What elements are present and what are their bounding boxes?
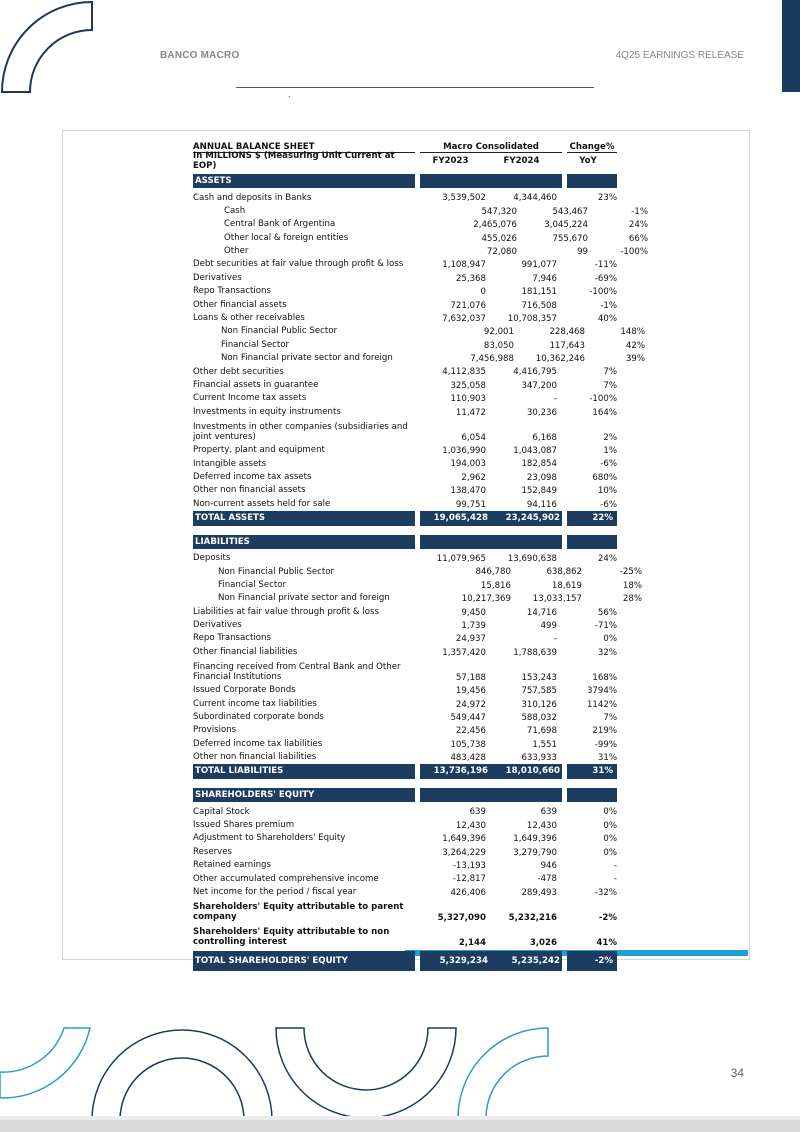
equity-label: Issued Shares premium (193, 819, 295, 830)
balance-sheet-table (193, 140, 648, 971)
asset-row (193, 443, 617, 456)
asset-fy2024: 716,508 (521, 300, 557, 311)
bottom-band (0, 1120, 800, 1132)
asset-row (193, 190, 617, 203)
equity-fy2024: -478 (537, 874, 557, 885)
liability-yoy: 28% (622, 594, 642, 605)
total-liabilities-fy2024: 18,010,660 (490, 764, 562, 779)
asset-fy2024: 99 (577, 246, 588, 257)
asset-yoy: 42% (625, 340, 645, 351)
equity-label: Capital Stock (193, 806, 250, 817)
liability-fy2024: 1,788,639 (513, 647, 557, 658)
asset-row (193, 483, 617, 496)
asset-yoy: -1% (631, 206, 648, 217)
asset-label: Current Income tax assets (193, 393, 307, 404)
asset-fy2023: 194,003 (450, 459, 486, 470)
liability-fy2023: 483,428 (450, 753, 486, 764)
equity-fy2024: 289,493 (521, 887, 557, 898)
header-rule (236, 87, 594, 88)
asset-row (193, 311, 617, 324)
table-title: ANNUAL BALANCE SHEET (193, 142, 415, 153)
liability-row (193, 631, 617, 644)
asset-yoy: -100% (589, 287, 617, 298)
asset-fy2024: 755,670 (552, 233, 588, 244)
asset-yoy: 39% (625, 354, 645, 365)
equity-label: Retained earnings (193, 860, 271, 871)
asset-fy2024: 347,200 (521, 380, 557, 391)
asset-row (193, 217, 648, 231)
asset-fy2024: 10,362,246 (535, 354, 585, 365)
asset-fy2024: 4,416,795 (513, 367, 557, 378)
total-assets-label: TOTAL ASSETS (193, 511, 415, 526)
equity-row (193, 817, 617, 830)
asset-fy2023: 547,320 (481, 206, 517, 217)
asset-label: Derivatives (193, 272, 242, 283)
equity-yoy: 0% (603, 820, 617, 831)
liability-fy2023: 57,188 (455, 672, 486, 683)
equity-fy2023: 2,144 (458, 937, 486, 948)
liability-fy2024: 13,690,638 (507, 553, 557, 564)
liability-fy2024: 638,862 (546, 567, 582, 578)
liability-row (193, 696, 617, 709)
asset-fy2023: 7,632,037 (442, 313, 486, 324)
asset-fy2024: 228,468 (549, 327, 585, 338)
asset-fy2023: 92,001 (483, 327, 514, 338)
equity-fy2023: 12,430 (455, 820, 486, 831)
total-liabilities-fy2023: 13,736,196 (420, 764, 490, 779)
liability-label: Non Financial Public Sector (218, 566, 335, 577)
equity-label: Reserves (193, 846, 233, 857)
asset-yoy: -1% (600, 300, 617, 311)
asset-fy2023: 83,050 (483, 340, 514, 351)
asset-yoy: 66% (628, 233, 648, 244)
liability-fy2024: - (553, 634, 557, 645)
total-equity-yoy: -2% (567, 951, 617, 971)
equity-fy2024: 3,026 (529, 937, 557, 948)
asset-fy2024: 10,708,357 (507, 313, 557, 324)
asset-fy2023: 25,368 (455, 273, 486, 284)
liability-row (193, 564, 642, 578)
equity-yoy: - (613, 874, 617, 885)
liability-fy2023: 1,357,420 (442, 647, 486, 658)
liabilities-rows (193, 551, 642, 764)
asset-yoy: -100% (589, 394, 617, 405)
liability-row (193, 658, 617, 683)
table-subtitle: In MILLIONS $ (Measuring Unit Current at EOP) (193, 150, 395, 171)
asset-label: Other debt securities (193, 366, 284, 377)
asset-fy2023: 3,539,502 (442, 193, 486, 204)
asset-label: Other local & foreign entities (224, 232, 349, 243)
liability-yoy: -99% (594, 739, 617, 750)
equity-fy2023: 426,406 (450, 887, 486, 898)
bottom-arch-decoration (0, 1020, 560, 1120)
asset-fy2024: 117,643 (549, 340, 585, 351)
asset-row (193, 496, 617, 509)
asset-label: Cash (224, 205, 246, 216)
liability-yoy: 24% (597, 553, 617, 564)
liability-fy2024: 71,698 (526, 726, 557, 737)
asset-yoy: 7% (603, 367, 617, 378)
liability-row (193, 618, 617, 631)
equity-label: Other accumulated comprehensive income (193, 873, 379, 884)
total-assets-fy2024: 23,245,902 (490, 511, 562, 526)
asset-yoy: -69% (594, 273, 617, 284)
total-equity-fy2023: 5,329,234 (420, 951, 490, 971)
asset-label: Non-current assets held for sale (193, 498, 331, 509)
liability-yoy: 0% (603, 634, 617, 645)
liability-fy2023: 549,447 (450, 712, 486, 723)
asset-row (193, 337, 645, 351)
equity-fy2023: 639 (469, 807, 486, 818)
asset-label: Debt securities at fair value through profit & loss (193, 259, 404, 270)
liability-fy2023: 9,450 (461, 607, 486, 618)
total-assets-yoy: 22% (567, 511, 617, 526)
liability-label: Non Financial private sector and foreign (218, 593, 390, 604)
liability-row (193, 604, 617, 617)
liability-row (193, 736, 617, 749)
equity-fy2024: 946 (540, 861, 557, 872)
asset-fy2023: 1,036,990 (442, 446, 486, 457)
equity-row (193, 871, 617, 884)
liability-fy2023: 15,816 (480, 580, 511, 591)
equity-yoy: 41% (596, 937, 617, 948)
equity-title: SHAREHOLDERS' EQUITY (193, 788, 415, 802)
liability-yoy: 31% (597, 753, 617, 764)
asset-fy2024: 4,344,460 (513, 193, 557, 204)
asset-fy2024: 23,098 (526, 472, 557, 483)
liability-label: Other non financial liabilities (193, 752, 317, 763)
liability-yoy: -25% (619, 567, 642, 578)
liability-label: Financial Sector (218, 579, 286, 590)
total-equity-row (193, 951, 617, 971)
change-header: Change% (567, 142, 617, 153)
asset-row (193, 391, 617, 404)
liability-row (193, 577, 642, 591)
asset-fy2023: 6,054 (461, 432, 486, 443)
equity-yoy: 0% (603, 847, 617, 858)
liability-yoy: 1142% (586, 699, 617, 710)
equity-label: Shareholders' Equity attributable to non controlling interest (193, 927, 390, 947)
asset-fy2023: 0 (480, 287, 486, 298)
total-liabilities-label: TOTAL LIABILITIES (193, 764, 415, 779)
asset-fy2024: 94,116 (526, 499, 557, 510)
asset-fy2023: 110,903 (450, 394, 486, 405)
liability-fy2023: 105,738 (450, 739, 486, 750)
liability-yoy: 18% (622, 580, 642, 591)
liability-fy2023: 24,937 (455, 634, 486, 645)
liability-fy2024: 310,126 (521, 699, 557, 710)
assets-section-header (193, 174, 617, 188)
equity-fy2024: 3,279,790 (513, 847, 557, 858)
group-header: Macro Consolidated (420, 142, 562, 153)
asset-row (193, 257, 617, 270)
liability-label: Liabilities at fair value through profit & loss (193, 606, 379, 617)
liability-fy2023: 22,456 (455, 726, 486, 737)
asset-row (193, 270, 617, 283)
equity-fy2024: 1,649,396 (513, 834, 557, 845)
equity-label: Net income for the period / fiscal year (193, 886, 357, 897)
asset-row (193, 244, 648, 257)
liability-row (193, 750, 617, 763)
equity-yoy: 0% (603, 807, 617, 818)
asset-fy2024: 152,849 (521, 486, 557, 497)
liability-label: Issued Corporate Bonds (193, 685, 296, 696)
liability-fy2024: 588,032 (521, 712, 557, 723)
asset-label: Central Bank of Argentina (224, 219, 336, 230)
col-fy2023: FY2023 (432, 155, 469, 166)
asset-fy2024: 30,236 (526, 407, 557, 418)
asset-label: Investments in other companies (subsidiaries and joint ventures) (193, 421, 408, 442)
liability-fy2023: 24,972 (455, 699, 486, 710)
equity-row (193, 831, 617, 844)
liability-row (193, 683, 617, 696)
asset-row (193, 469, 617, 482)
asset-label: Repo Transactions (193, 286, 271, 297)
liability-yoy: 3794% (586, 686, 617, 697)
asset-fy2023: 325,058 (450, 380, 486, 391)
asset-row (193, 404, 617, 417)
liability-fy2023: 1,739 (461, 620, 486, 631)
asset-fy2023: 7,456,988 (470, 354, 514, 365)
equity-row (193, 858, 617, 871)
asset-label: Deferred income tax assets (193, 471, 312, 482)
asset-row (193, 230, 648, 244)
total-liabilities-yoy: 31% (567, 764, 617, 779)
liability-row (193, 723, 617, 736)
asset-row (193, 203, 648, 217)
col-yoy: YoY (579, 155, 597, 166)
asset-fy2024: 991,077 (521, 260, 557, 271)
asset-row (193, 351, 645, 365)
asset-fy2023: 721,076 (450, 300, 486, 311)
asset-label: Non Financial Public Sector (221, 326, 338, 337)
asset-yoy: 23% (597, 193, 617, 204)
liability-yoy: 168% (592, 672, 617, 683)
total-assets-row (193, 511, 617, 526)
equity-rows (193, 804, 617, 948)
liability-fy2024: 1,551 (532, 739, 557, 750)
asset-fy2024: - (553, 394, 557, 405)
liability-row (193, 644, 617, 657)
asset-row (193, 324, 645, 338)
equity-yoy: - (613, 861, 617, 872)
total-equity-label: TOTAL SHAREHOLDERS' EQUITY (193, 951, 415, 971)
total-liabilities-row (193, 764, 617, 779)
equity-label: Shareholders' Equity attributable to parent company (193, 902, 404, 922)
liability-row (193, 591, 642, 605)
equity-row (193, 804, 617, 817)
equity-fy2023: -12,817 (452, 874, 486, 885)
asset-yoy: 680% (592, 472, 617, 483)
assets-title: ASSETS (193, 174, 415, 188)
asset-label: Loans & other receivables (193, 313, 305, 324)
equity-row (193, 884, 617, 897)
liability-yoy: 56% (597, 607, 617, 618)
assets-rows (193, 190, 648, 510)
liability-label: Provisions (193, 725, 237, 736)
side-accent-bar (782, 0, 800, 92)
liability-fy2024: 13,033,157 (532, 594, 582, 605)
liability-yoy: 32% (597, 647, 617, 658)
liability-yoy: 7% (603, 712, 617, 723)
page-number: 34 (730, 1066, 744, 1080)
equity-fy2023: 5,327,090 (437, 912, 486, 923)
asset-fy2024: 543,467 (552, 206, 588, 217)
asset-yoy: 40% (597, 313, 617, 324)
asset-fy2023: 72,080 (486, 246, 517, 257)
liability-fy2023: 846,780 (475, 567, 511, 578)
equity-section-header (193, 788, 617, 802)
asset-yoy: 2% (603, 432, 617, 443)
total-equity-fy2024: 5,235,242 (490, 951, 562, 971)
asset-label: Other non financial assets (193, 485, 306, 496)
corner-arc-decoration (0, 0, 100, 95)
asset-fy2024: 182,854 (521, 459, 557, 470)
asset-fy2024: 1,043,087 (513, 446, 557, 457)
asset-label: Financial assets in guarantee (193, 379, 319, 390)
liability-label: Deposits (193, 553, 231, 564)
liability-fy2024: 14,716 (526, 607, 557, 618)
asset-fy2024: 7,946 (532, 273, 557, 284)
release-title: 4Q25 EARNINGS RELEASE (615, 50, 744, 61)
asset-label: Property, plant and equipment (193, 445, 325, 456)
asset-fy2024: 181,151 (521, 287, 557, 298)
asset-label: Other financial assets (193, 299, 287, 310)
asset-yoy: -6% (600, 499, 617, 510)
liability-yoy: 219% (592, 726, 617, 737)
equity-row (193, 923, 617, 948)
asset-fy2023: 2,465,076 (473, 220, 517, 231)
asset-yoy: -11% (594, 260, 617, 271)
asset-yoy: -100% (620, 246, 648, 257)
equity-yoy: -32% (594, 887, 617, 898)
asset-yoy: 24% (628, 220, 648, 231)
asset-label: Intangible assets (193, 458, 267, 469)
liabilities-title: LIABILITIES (193, 535, 415, 549)
asset-row (193, 364, 617, 377)
asset-row (193, 418, 617, 443)
liability-fy2024: 633,933 (521, 753, 557, 764)
asset-fy2023: 455,026 (481, 233, 517, 244)
liability-row (193, 710, 617, 723)
asset-row (193, 456, 617, 469)
liability-label: Current income tax liabilities (193, 698, 317, 709)
equity-yoy: -2% (598, 912, 617, 923)
liability-fy2023: 11,079,965 (436, 553, 486, 564)
liability-label: Derivatives (193, 620, 242, 631)
asset-row (193, 284, 617, 297)
asset-yoy: 1% (603, 446, 617, 457)
equity-fy2023: -13,193 (452, 861, 486, 872)
asset-label: Financial Sector (221, 339, 289, 350)
asset-fy2023: 99,751 (455, 499, 486, 510)
asset-label: Cash and deposits in Banks (193, 192, 312, 203)
asset-label: Non Financial private sector and foreign (221, 353, 393, 364)
equity-fy2024: 5,232,216 (508, 912, 557, 923)
liability-fy2024: 757,585 (521, 686, 557, 697)
equity-row (193, 844, 617, 857)
liability-fy2024: 499 (540, 620, 557, 631)
liability-fy2024: 153,243 (521, 672, 557, 683)
asset-row (193, 377, 617, 390)
asset-row (193, 297, 617, 310)
asset-fy2024: 6,168 (532, 432, 557, 443)
equity-fy2023: 3,264,229 (442, 847, 486, 858)
asset-fy2023: 11,472 (455, 407, 486, 418)
liability-label: Repo Transactions (193, 633, 271, 644)
liabilities-section-header (193, 535, 617, 549)
equity-yoy: 0% (603, 834, 617, 845)
asset-yoy: 164% (592, 407, 617, 418)
equity-fy2024: 639 (540, 807, 557, 818)
asset-yoy: -6% (600, 459, 617, 470)
asset-fy2023: 2,962 (461, 472, 486, 483)
liability-label: Deferred income tax liabilities (193, 738, 323, 749)
liability-fy2023: 10,217,369 (461, 594, 511, 605)
asset-fy2023: 4,112,835 (442, 367, 486, 378)
asset-fy2024: 3,045,224 (544, 220, 588, 231)
table-header-row-2 (193, 150, 617, 171)
equity-fy2024: 12,430 (526, 820, 557, 831)
asset-yoy: 7% (603, 380, 617, 391)
col-fy2024: FY2024 (503, 155, 540, 166)
equity-row (193, 898, 617, 923)
asset-yoy: 10% (597, 486, 617, 497)
liability-fy2023: 19,456 (455, 686, 486, 697)
liability-label: Other financial liabilities (193, 646, 298, 657)
asset-yoy: 148% (620, 327, 645, 338)
header-dot: . (288, 90, 291, 99)
equity-fy2023: 1,649,396 (442, 834, 486, 845)
asset-fy2023: 138,470 (450, 486, 486, 497)
bank-name: BANCO MACRO (160, 50, 240, 61)
total-assets-fy2023: 19,065,428 (420, 511, 490, 526)
liability-label: Financing received from Central Bank and Other Financial Institutions (193, 661, 401, 682)
asset-label: Other (224, 246, 249, 257)
asset-label: Investments in equity instruments (193, 406, 341, 417)
asset-fy2023: 1,108,947 (442, 260, 486, 271)
equity-label: Adjustment to Shareholders' Equity (193, 833, 346, 844)
liability-row (193, 551, 617, 564)
liability-fy2024: 18,619 (551, 580, 582, 591)
liability-label: Subordinated corporate bonds (193, 712, 324, 723)
liability-yoy: -71% (594, 620, 617, 631)
